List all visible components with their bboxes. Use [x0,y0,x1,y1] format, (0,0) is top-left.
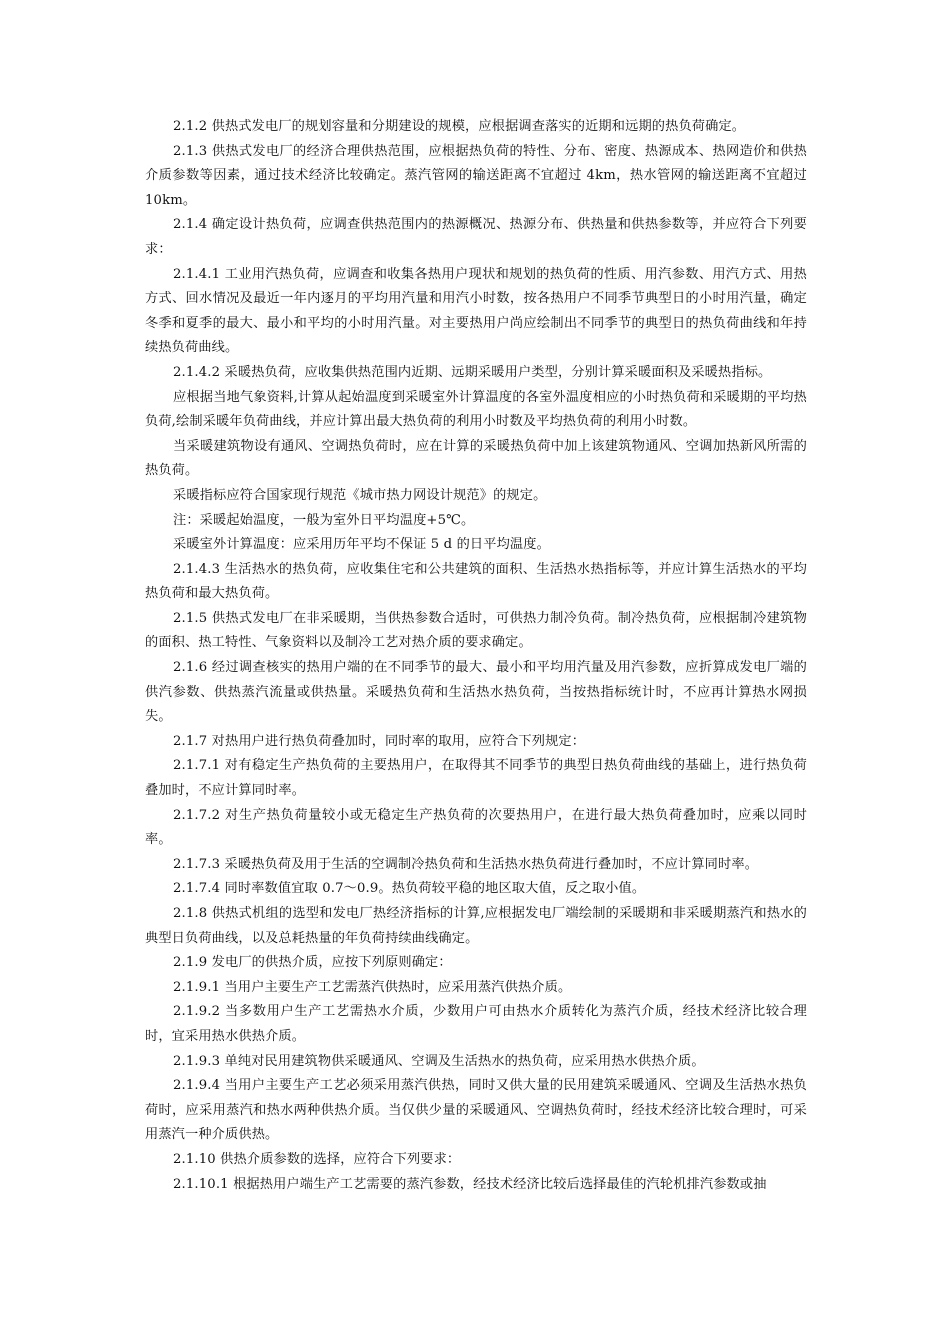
paragraph-2-1-4: 2.1.4 确定设计热负荷，应调查供热范围内的热源概况、热源分布、供热量和供热参数等，并应符合下列要求： [145,217,807,257]
paragraph-heating-load-calc: 应根据当地气象资料,计算从起始温度到采暖室外计算温度的各室外温度相应的小时热负荷和采暖期的平均热负荷,绘制采暖年负荷曲线，并应计算出最大热负荷的利用小时数及平均热负荷的利用小时数。 [145,389,807,430]
paragraph-2-1-2: 2.1.2 供热式发电厂的规划容量和分期建设的规模，应根据调查落实的近期和远期的热负荷确定。 [173,119,746,134]
paragraph-2-1-9-2: 2.1.9.2 当多数用户生产工艺需热水介质，少数用户可由热水介质转化为蒸汽介质，经技术经济比较合理时，宜采用热水供热介质。 [145,1004,807,1044]
paragraph-2-1-3: 2.1.3 供热式发电厂的经济合理供热范围，应根据热负荷的特性、分布、密度、热源成本、热网造价和供热介质参数等因素，通过技术经济比较确定。蒸汽管网的输送距离不宜超过 4km，热水管网的输送距离不宜超过 10km。 [145,143,807,208]
paragraph-2-1-10: 2.1.10 供热介质参数的选择，应符合下列要求： [173,1151,461,1167]
paragraph-2-1-4-2: 2.1.4.2 采暖热负荷，应收集供热范围内近期、远期采暖用户类型，分别计算采暖面积及采暖热指标。 [173,364,772,380]
paragraph-2-1-9-1: 2.1.9.1 当用户主要生产工艺需蒸汽供热时，应采用蒸汽供热介质。 [173,979,572,995]
paragraph-heating-index: 采暖指标应符合国家现行规范《城市热力网设计规范》的规定。 [173,487,547,503]
paragraph-2-1-4-3: 2.1.4.3 生活热水的热负荷，应收集住宅和公共建筑的面积、生活热水热指标等，并应计算生活热水的平均热负荷和最大热负荷。 [145,561,807,602]
note-outdoor-design-temperature: 采暖室外计算温度：应采用历年平均不保证 5 d 的日平均温度。 [173,537,550,553]
paragraph-2-1-8: 2.1.8 供热式机组的选型和发电厂热经济指标的计算,应根据发电厂端绘制的采暖期和非采暖期蒸汽和热水的典型日负荷曲线，以及总耗热量的年负荷持续曲线确定。 [145,906,807,946]
document-page [145,115,807,1197]
paragraph-2-1-7-1: 2.1.7.1 对有稳定生产热负荷的主要热用户，在取得其不同季节的典型日热负荷曲线的基础上，进行热负荷叠加时，不应计算同时率。 [145,758,807,799]
paragraph-2-1-5: 2.1.5 供热式发电厂在非采暖期，当供热参数合适时，可供热力制冷负荷。制冷热负荷，应根据制冷建筑物的面积、热工特性、气象资料以及制冷工艺对热介质的要求确定。 [145,610,807,651]
paragraph-2-1-7-4: 2.1.7.4 同时率数值宜取 0.7～0.9。热负荷较平稳的地区取大值，反之取小值。 [173,881,646,897]
note-start-temperature: 注：采暖起始温度，一般为室外日平均温度+5℃。 [173,512,475,528]
paragraph-2-1-9: 2.1.9 发电厂的供热介质，应按下列原则确定： [173,955,452,971]
paragraph-ventilation-load: 当采暖建筑物设有通风、空调热负荷时，应在计算的采暖热负荷中加上该建筑物通风、空调加热新风所需的热负荷。 [145,438,807,479]
paragraph-2-1-9-3: 2.1.9.3 单纯对民用建筑物供采暖通风、空调及生活热水的热负荷，应采用热水供热介质。 [173,1053,705,1069]
paragraph-2-1-4-1: 2.1.4.1 工业用汽热负荷，应调查和收集各热用户现状和规划的热负荷的性质、用汽参数、用汽方式、用热方式、回水情况及最近一年内逐月的平均用汽量和用汽小时数，按各热用户不同季节典型日的小时用汽量，确定冬季和夏季的最大、最小和平均的小时用汽量。对主要热用户尚应绘制出不同季节的典型日的热负荷曲线和年持续热负荷曲线。 [145,266,807,356]
paragraph-2-1-7-3: 2.1.7.3 采暖热负荷及用于生活的空调制冷热负荷和生活热水热负荷进行叠加时，不应计算同时率。 [173,856,759,872]
paragraph-2-1-7-2: 2.1.7.2 对生产热负荷量较小或无稳定生产热负荷的次要热用户，在进行最大热负荷叠加时，应乘以同时率。 [145,807,807,848]
paragraph-2-1-7: 2.1.7 对热用户进行热负荷叠加时，同时率的取用，应符合下列规定： [173,733,586,749]
paragraph-2-1-6: 2.1.6 经过调查核实的热用户端的在不同季节的最大、最小和平均用汽量及用汽参数，应折算成发电厂端的供汽参数、供热蒸汽流量或供热量。采暖热负荷和生活热水热负荷，当按热指标统计时，不应再计算热水网损失。 [145,660,807,725]
paragraph-2-1-9-4: 2.1.9.4 当用户主要生产工艺必须采用蒸汽供热，同时又供大量的民用建筑采暖通风、空调及生活热水热负荷时，应采用蒸汽和热水两种供热介质。当仅供少量的采暖通风、空调热负荷时，经技术经济比较合理时，可采用蒸汽一种介质供热。 [145,1078,807,1143]
paragraph-2-1-10-1: 2.1.10.1 根据热用户端生产工艺需要的蒸汽参数，经技术经济比较后选择最佳的汽轮机排汽参数或抽 [173,1176,767,1192]
